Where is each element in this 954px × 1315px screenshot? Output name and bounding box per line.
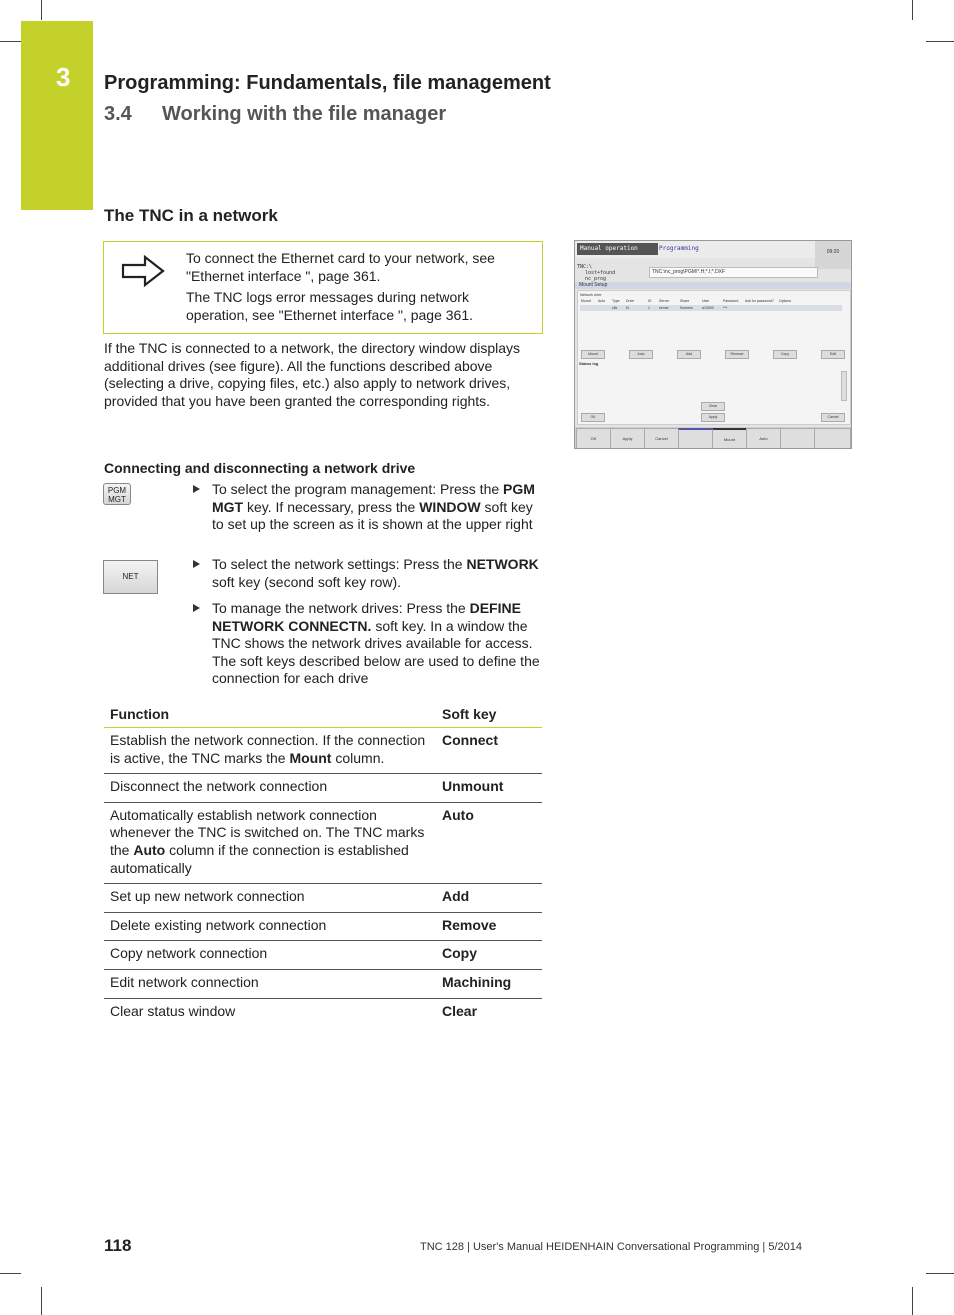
- step-text: To manage the network drives: Press the: [212, 600, 470, 616]
- cancel-button[interactable]: Cancel: [821, 413, 845, 422]
- crop-mark: [912, 1287, 913, 1315]
- column-header: Share: [680, 299, 690, 303]
- column-header: Ask for password?: [745, 299, 774, 303]
- network-drives-screenshot: [574, 240, 852, 449]
- key-name: DEFINE NETWORK CONNECTN.: [212, 600, 521, 634]
- column-header: Function: [104, 702, 432, 728]
- softkey-apply[interactable]: Apply: [610, 428, 645, 449]
- tree-item: TNC:\: [577, 264, 593, 270]
- function-cell: Set up new network connection: [104, 884, 432, 913]
- panel-title: Network drive: [580, 293, 602, 297]
- table-row: [104, 884, 542, 913]
- softkey-cell: Add: [432, 884, 542, 913]
- intro-paragraph: If the TNC is connected to a network, the directory window displays additional drives (see figure). All the functions described above (selecting a drive, copying files, etc.) also apply to network drives, provided that you have been granted the corresponding rights.: [104, 340, 521, 409]
- crop-mark: [41, 0, 42, 20]
- add-button[interactable]: Add: [677, 350, 701, 359]
- cell-bold: Auto: [133, 841, 166, 858]
- step-item: [191, 481, 541, 534]
- path-bar: TNC:\nc_prog\PGM\*.H;*.I;*.DXF: [649, 267, 818, 278]
- tree-item: lost+found: [585, 270, 616, 276]
- clock-display: 09:20: [815, 241, 851, 269]
- cell: cifs: [612, 306, 618, 310]
- note-line: The TNC logs error messages during network operation, see "Ethernet interface ", page 361.: [186, 289, 474, 323]
- step-text: soft key (second soft key row).: [212, 573, 402, 590]
- status-scrollbar[interactable]: [841, 371, 847, 401]
- softkey-cell: Connect: [432, 728, 542, 774]
- step-text: soft key. In a window the TNC shows the network drives available for access. The soft keys described below are used to define the connection for each drive: [212, 617, 540, 687]
- crop-mark: [0, 1273, 21, 1274]
- column-header: Type: [612, 299, 620, 303]
- step-text: To select the network settings: Press the: [212, 556, 467, 572]
- cell: ***: [723, 306, 728, 310]
- cell-text: Establish the network connection. If the connection is active, the TNC marks the: [110, 732, 426, 766]
- softkey-cell: Copy: [432, 941, 542, 970]
- softkey-cell: Machining: [432, 969, 542, 998]
- key-name: PGM MGT: [212, 481, 535, 515]
- function-cell: [104, 802, 432, 883]
- softkey-cell: Auto: [432, 802, 542, 883]
- auto-button[interactable]: Auto: [629, 350, 653, 359]
- mode-label: Manual operation: [577, 243, 658, 255]
- softkey-cancel[interactable]: Cancel: [644, 428, 679, 449]
- cell: Screens: [680, 306, 693, 310]
- column-header: Password: [723, 299, 739, 303]
- note-text: [186, 250, 531, 328]
- crop-mark: [926, 1273, 954, 1274]
- clear-button[interactable]: Clear: [701, 402, 725, 411]
- function-cell: Edit network connection: [104, 969, 432, 998]
- cell: server: [659, 306, 669, 310]
- bullet-arrow-icon: [193, 604, 200, 612]
- note-box: [103, 241, 543, 334]
- crop-mark: [926, 41, 954, 42]
- key-name: WINDOW: [419, 498, 481, 515]
- window-title: Mount Setup: [575, 282, 852, 289]
- step-item: [191, 556, 541, 591]
- note-line: To connect the Ethernet card to your network, see "Ethernet interface ", page 361.: [186, 250, 495, 284]
- column-header: User: [702, 299, 710, 303]
- bullet-arrow-icon: [193, 560, 200, 568]
- column-header: Options: [779, 299, 792, 303]
- edit-button[interactable]: Edit: [821, 350, 845, 359]
- table-row: [104, 941, 542, 970]
- key-label: PGM: [107, 486, 127, 495]
- crop-mark: [912, 0, 913, 20]
- cell: a13000: [702, 306, 714, 310]
- remove-button[interactable]: Remove: [725, 350, 749, 359]
- arrow-right-icon: [120, 254, 166, 288]
- softkey-mount[interactable]: Mount: [712, 428, 747, 449]
- programming-label: Programming: [659, 245, 699, 252]
- function-cell: Copy network connection: [104, 941, 432, 970]
- section-name: Working with the file manager: [162, 103, 447, 125]
- column-header: Soft key: [432, 702, 542, 728]
- chapter-title: Programming: Fundamentals, file management: [104, 72, 551, 94]
- bullet-arrow-icon: [193, 485, 200, 493]
- status-log-label: Status log: [579, 361, 599, 366]
- pgm-mgt-key-icon: [103, 483, 131, 505]
- chapter-number: 3: [56, 62, 71, 92]
- softkey-auto[interactable]: Auto: [746, 428, 781, 449]
- softkey-table: [104, 702, 542, 1026]
- softkey-blank[interactable]: [780, 428, 815, 449]
- cell-text: Automatically establish network connection whenever the TNC is switched on. The TNC marks the: [110, 806, 425, 858]
- key-label: MGT: [108, 495, 126, 504]
- directory-tree: [577, 264, 615, 282]
- step-text: soft key to set up the screen as it is shown at the upper right: [212, 498, 533, 533]
- table-header-row: [104, 702, 542, 728]
- function-cell: [104, 728, 432, 774]
- softkey-cell: Clear: [442, 1002, 478, 1019]
- key-name: NETWORK: [466, 556, 539, 572]
- table-row: [104, 774, 542, 803]
- step-item: [191, 600, 541, 688]
- tree-item: nc_prog: [585, 276, 607, 282]
- section-number: 3.4: [104, 103, 132, 125]
- cell-text: column if the connection is established automatically: [110, 841, 409, 876]
- column-header: Auto: [598, 299, 606, 303]
- column-header: Drive: [626, 299, 635, 303]
- function-cell: Disconnect the network connection: [104, 774, 432, 803]
- column-header: Server: [659, 299, 670, 303]
- function-cell: Delete existing network connection: [104, 912, 432, 941]
- section-title: [104, 103, 446, 126]
- function-cell: Clear status window: [110, 1002, 236, 1019]
- copy-button[interactable]: Copy: [773, 350, 797, 359]
- page-heading: The TNC in a network: [104, 206, 278, 225]
- subheading: Connecting and disconnecting a network drive: [104, 460, 416, 476]
- crop-mark: [41, 1287, 42, 1315]
- softkey-blank[interactable]: [814, 428, 851, 449]
- mount-button[interactable]: Mount: [581, 350, 605, 359]
- step-text: key. If necessary, press the: [243, 498, 420, 515]
- table-row: [104, 728, 542, 774]
- crop-mark: [0, 41, 21, 42]
- ok-button[interactable]: OK: [581, 413, 605, 422]
- cell: 1: [648, 306, 650, 310]
- net-softkey-icon: NET: [103, 560, 158, 594]
- table-row: [104, 998, 542, 1026]
- softkey-ok[interactable]: OK: [576, 428, 611, 449]
- column-header: Mount: [581, 299, 591, 303]
- apply-button[interactable]: Apply: [701, 413, 725, 422]
- softkey-cell: Unmount: [432, 774, 542, 803]
- softkey-cell: Remove: [432, 912, 542, 941]
- cell-text: column.: [331, 749, 385, 766]
- table-row: [104, 802, 542, 883]
- softkey-blank[interactable]: [678, 428, 713, 449]
- table-row: [104, 969, 542, 998]
- page-number: 118: [104, 1236, 132, 1255]
- column-header: ID: [648, 299, 652, 303]
- cell: N:: [626, 306, 630, 310]
- table-row: [104, 912, 542, 941]
- chapter-tab: [21, 21, 93, 210]
- step-text: To select the program management: Press the: [212, 481, 504, 497]
- cell-bold: Mount: [289, 749, 332, 766]
- page-footer: TNC 128 | User's Manual HEIDENHAIN Conversational Programming | 5/2014: [420, 1241, 802, 1253]
